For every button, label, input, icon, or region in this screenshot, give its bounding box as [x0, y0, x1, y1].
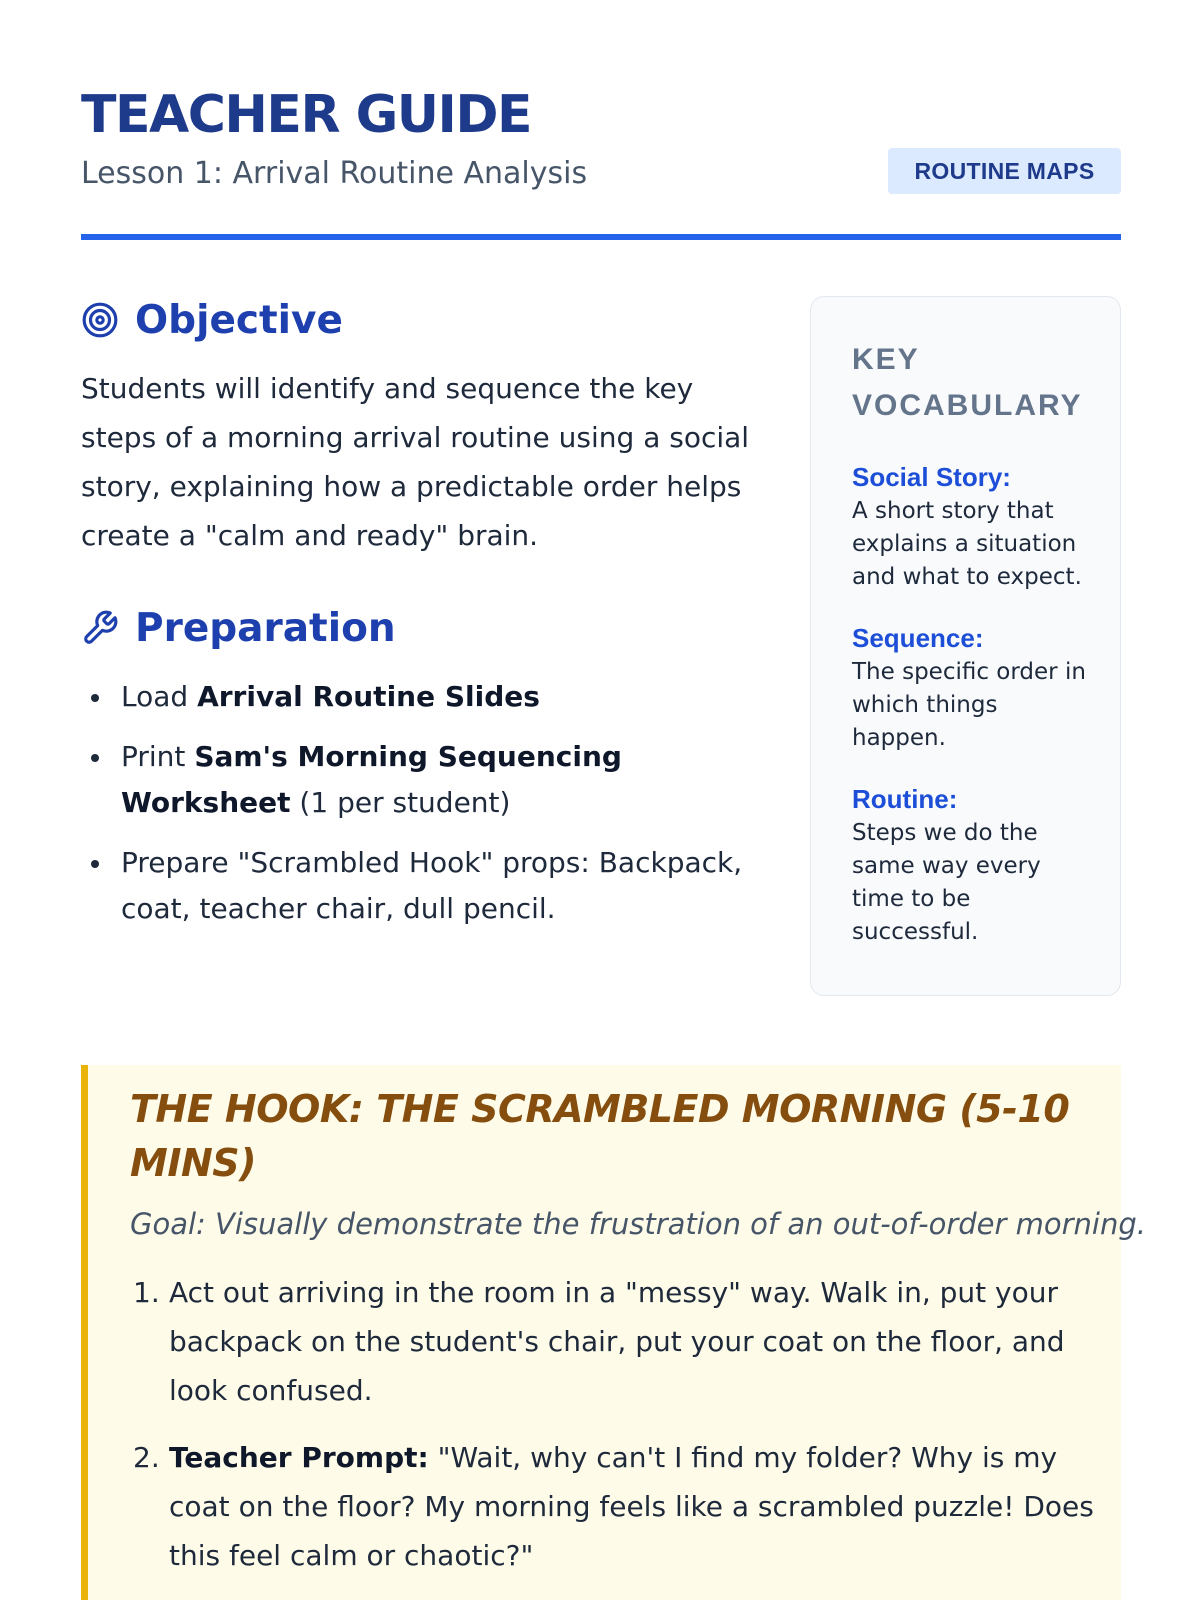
preparation-title: Preparation [135, 605, 396, 651]
list-item: Print Sam's Morning Sequencing Worksheet (1 per student) [81, 734, 761, 826]
list-item: Prepare "Scrambled Hook" props: Backpack, coat, teacher chair, dull pencil. [81, 840, 761, 932]
hook-section [81, 1065, 1146, 1600]
routine-maps-badge: ROUTINE MAPS [888, 148, 1121, 194]
term-definition: Steps we do the same way every time to be successful. [852, 820, 1041, 945]
objective-title: Objective [135, 297, 343, 343]
vocabulary-title: KEY VOCABULARY [852, 343, 1083, 422]
vocab-term [852, 459, 1090, 594]
target-icon [81, 301, 119, 339]
preparation-heading [81, 604, 761, 652]
header-divider [81, 234, 1121, 240]
term-name: Sequence: [852, 623, 984, 653]
vocab-term [852, 781, 1090, 949]
term-name: Social Story: [852, 462, 1011, 492]
list-item: 1. Act out arriving in the room in a "messy" way. Walk in, put your backpack on the student's chair, put your coat on the floor, and look confused. [133, 1276, 1065, 1407]
list-item: Load Arrival Routine Slides [81, 674, 761, 720]
main-column [81, 296, 761, 946]
lesson-subtitle: Lesson 1: Arrival Routine Analysis [81, 156, 588, 191]
list-item: 2. Teacher Prompt: "Wait, why can't I find my folder? Why is my coat on the floor? My morning feels like a scrambled puzzle! Does this feel calm or chaotic?" [133, 1441, 1094, 1572]
preparation-list [81, 674, 761, 932]
key-vocabulary-panel [810, 296, 1121, 996]
hook-title: THE HOOK: THE SCRAMBLED MORNING (5-10 MINS) [130, 1087, 1070, 1185]
term-definition: The specific order in which things happen. [852, 659, 1086, 751]
page-title: TEACHER GUIDE [81, 85, 532, 145]
vocab-term [852, 620, 1090, 755]
objective-text: Students will identify and sequence the key steps of a morning arrival routine using a social story, explaining how a predictable order helps create a "calm and ready" brain. [81, 372, 750, 552]
hook-steps [130, 1268, 1121, 1580]
hook-goal: Goal: Visually demonstrate the frustration of an out-of-order morning. [130, 1207, 1146, 1241]
term-name: Routine: [852, 784, 958, 814]
header [81, 84, 1121, 191]
wrench-icon [81, 609, 119, 647]
objective-heading [81, 296, 761, 344]
term-definition: A short story that explains a situation and what to expect. [852, 498, 1082, 590]
